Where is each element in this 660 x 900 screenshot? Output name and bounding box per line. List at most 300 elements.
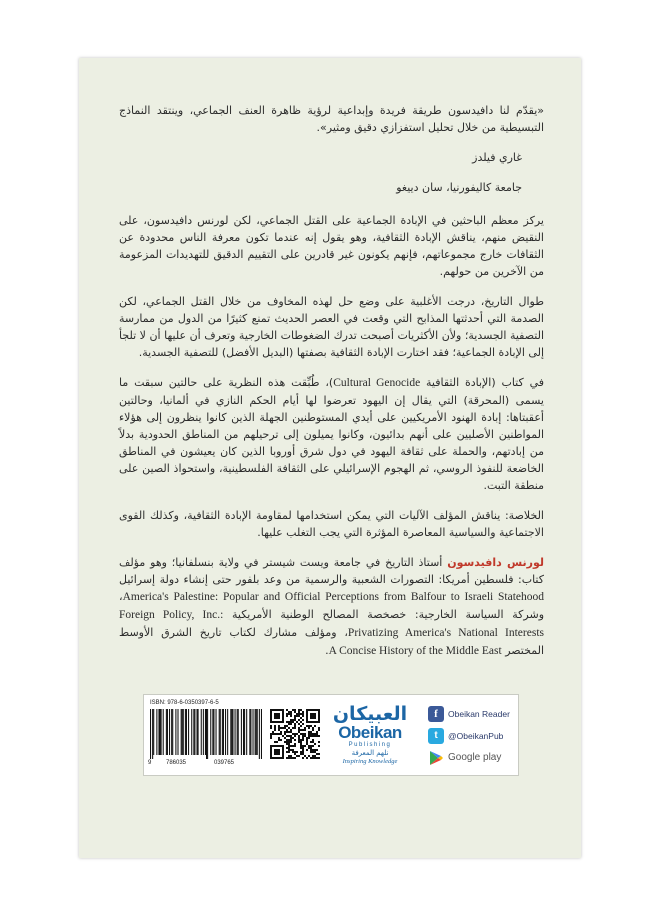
- barcode-group-right: 039765: [214, 760, 235, 766]
- barcode-bar: [257, 709, 258, 755]
- qr-code-icon[interactable]: [270, 709, 320, 759]
- qr-module: [306, 739, 308, 741]
- social-links: [428, 703, 514, 769]
- qr-module: [274, 709, 276, 711]
- qr-module: [282, 713, 284, 715]
- twitter-icon: t: [428, 728, 444, 744]
- qr-module: [280, 745, 282, 747]
- qr-module: [284, 733, 286, 735]
- qr-module: [290, 745, 292, 747]
- qr-module: [280, 709, 282, 711]
- qr-module: [280, 721, 282, 723]
- qr-module: [310, 749, 312, 751]
- qr-module: [290, 723, 292, 725]
- qr-module: [314, 713, 316, 715]
- qr-module: [308, 755, 310, 757]
- qr-module: [270, 755, 272, 757]
- qr-module: [274, 725, 276, 727]
- qr-module: [276, 749, 278, 751]
- qr-module: [318, 721, 320, 723]
- qr-module: [292, 737, 294, 739]
- back-cover: [79, 58, 581, 858]
- paragraph-book: [119, 374, 544, 494]
- author-bio-text-4: .: [325, 644, 329, 657]
- facebook-label: Obeikan Reader: [448, 708, 510, 719]
- paragraph-book-text-a: في كتاب (الإبادة الثقافية: [420, 376, 544, 389]
- qr-module: [306, 721, 308, 723]
- qr-module: [316, 731, 318, 733]
- qr-module: [302, 751, 304, 753]
- qr-module: [300, 713, 302, 715]
- barcode-bar: [153, 709, 154, 755]
- qr-module: [306, 713, 308, 715]
- qr-module: [282, 709, 284, 711]
- qr-module: [278, 737, 280, 739]
- qr-module: [312, 751, 314, 753]
- qr-module: [272, 757, 274, 759]
- qr-module: [298, 739, 300, 741]
- qr-module: [286, 729, 288, 731]
- barcode-bar: [203, 709, 204, 755]
- qr-module: [278, 725, 280, 727]
- barcode-bar: [261, 709, 262, 759]
- qr-module: [276, 733, 278, 735]
- barcode-bar: [205, 709, 206, 755]
- barcode-bar: [186, 709, 187, 755]
- barcode-bar: [163, 709, 164, 755]
- qr-module: [312, 755, 314, 757]
- qr-module: [306, 757, 308, 759]
- qr-module: [302, 739, 304, 741]
- qr-module: [278, 717, 280, 719]
- isbn-text: ISBN: 978-6-0350397-6-5: [150, 700, 219, 706]
- barcode-bar: [194, 709, 195, 755]
- barcode-bar: [166, 709, 167, 755]
- qr-module: [312, 713, 314, 715]
- qr-module: [298, 741, 300, 743]
- qr-module: [286, 713, 288, 715]
- qr-module: [298, 735, 300, 737]
- qr-module: [312, 739, 314, 741]
- paragraph-history: طوال التاريخ، درجت الأغلبية على وضع حل لهذه المخاوف من خلال القتل الجماعي، لكن الصدمة التي أحدثتها المذابح التي وقعت في العصر الحديث تمنع كثيرًا من الدول من ممارسة التصفية الجسدية؛ ولأن الأكثريات أصبحت تدرك الضغوطات الخارجية وتعرف أن عليها أن لا تلجأ إلى الإبادة الجماعية؛ فقد اختارت الإبادة الثقافية بصفتها (البديل الأفضل) للتصفية الجسدية.: [119, 295, 544, 359]
- qr-module: [290, 755, 292, 757]
- qr-module: [286, 721, 288, 723]
- qr-module: [308, 721, 310, 723]
- qr-module: [298, 727, 300, 729]
- qr-module: [312, 717, 314, 719]
- barcode-bar: [223, 709, 224, 755]
- paragraph-conclusion: الخلاصة: يناقش المؤلف الآليات التي يمكن استخدامها لمقاومة الإبادة الثقافية، وكذلك القوى الاجتماعية والسياسية المعاصرة المؤثرة التي يجب التغلب عليها.: [119, 509, 544, 539]
- qr-module: [270, 711, 272, 713]
- barcode-bar: [169, 709, 170, 755]
- qr-module: [286, 731, 288, 733]
- publisher-strip: [143, 694, 519, 776]
- qr-module: [270, 737, 272, 739]
- qr-module: [306, 743, 308, 745]
- qr-module: [312, 741, 314, 743]
- qr-module: [300, 751, 302, 753]
- qr-module: [310, 757, 312, 759]
- qr-module: [282, 753, 284, 755]
- qr-module: [296, 733, 298, 735]
- qr-module: [282, 719, 284, 721]
- qr-module: [270, 749, 272, 751]
- qr-module: [292, 733, 294, 735]
- qr-module: [276, 753, 278, 755]
- qr-module: [286, 741, 288, 743]
- qr-module: [294, 739, 296, 741]
- qr-module: [294, 719, 296, 721]
- qr-module: [278, 739, 280, 741]
- qr-module: [308, 727, 310, 729]
- qr-module: [298, 723, 300, 725]
- barcode-bar: [172, 709, 173, 755]
- qr-module: [298, 731, 300, 733]
- qr-module: [290, 721, 292, 723]
- book-title-english: Cultural Genocide: [333, 377, 421, 389]
- qr-module: [310, 747, 312, 749]
- barcode-bar: [255, 709, 256, 755]
- paragraph-book-text-b: )، طُبِّقت هذه النظرية على حالتين سبقت ما يسمى (المحرقة) التي يقال إن اليهود تعرضوا لها أيام الحكم النازي في ألمانيا، وحالتين أعقبتاها: إبادة الهنود الأمريكيين على أيدي المستوطنين الجهلة الذين كانوا ينظرون إلى هؤلاء المواطنين الأصليين على أنهم بدائيون، وكانوا يميلون إلى ترحيلهم من المناطق الحدودية بدلاً من إبادتهم، والحملة على ثقافة اليهود في دول شرق أوروبا الذين كان يعيشون في المناطق الخاضعة للنفوذ الروسي، ثم الهجوم الإسرائيلي على الثقافة الفلسطينية، واستحواذ الصين على منطقة التبت.: [119, 376, 544, 492]
- qr-module: [316, 709, 318, 711]
- qr-module: [286, 739, 288, 741]
- qr-module: [296, 721, 298, 723]
- qr-module: [284, 737, 286, 739]
- qr-module: [274, 721, 276, 723]
- qr-module: [298, 729, 300, 731]
- publisher-name-arabic: العبيكان: [332, 703, 408, 725]
- qr-module: [282, 757, 284, 759]
- endorsement-quote: «يقدّم لنا دافيدسون طريقة فريدة وإبداعية لرؤية ظاهرة العنف الجماعي، وينتقد النماذج التبسيطية من خلال تحليل استفزازي دقيق ومثير».: [119, 104, 544, 134]
- qr-module: [288, 723, 290, 725]
- qr-module: [270, 717, 272, 719]
- google-play-label: Google play: [448, 752, 502, 763]
- qr-module: [278, 713, 280, 715]
- qr-module: [302, 733, 304, 735]
- author-bio-text-2: ، وشركة السياسة الخارجية: خصخصة المصالح الوطنية الأمريكية: [119, 590, 545, 621]
- publisher-subtitle: Publishing: [348, 742, 392, 748]
- barcode-bar: [156, 709, 157, 755]
- qr-module: [286, 735, 288, 737]
- qr-module: [312, 727, 314, 729]
- qr-module: [284, 727, 286, 729]
- qr-module: [278, 727, 280, 729]
- publisher-tagline-arabic: نلهم المعرفة: [351, 749, 389, 757]
- author-book-english-1: America's Palestine: Popular and Official Perceptions from Balfour to Israeli Statehood: [122, 591, 544, 603]
- qr-module: [290, 737, 292, 739]
- qr-module: [312, 757, 314, 759]
- qr-module: [310, 721, 312, 723]
- qr-module: [274, 727, 276, 729]
- qr-module: [274, 753, 276, 755]
- barcode-digit-first: 9: [148, 760, 152, 766]
- qr-module: [310, 717, 312, 719]
- barcode-bar: [191, 709, 192, 755]
- barcode-bar: [246, 709, 247, 755]
- qr-module: [310, 751, 312, 753]
- qr-module: [292, 719, 294, 721]
- barcode-bars: [150, 709, 262, 759]
- qr-module: [270, 735, 272, 737]
- qr-module: [316, 753, 318, 755]
- qr-module: [290, 715, 292, 717]
- qr-module: [318, 713, 320, 715]
- qr-module: [306, 711, 308, 713]
- qr-module: [288, 745, 290, 747]
- barcode-bar: [232, 709, 233, 755]
- qr-module: [316, 749, 318, 751]
- qr-module: [314, 721, 316, 723]
- qr-module: [302, 723, 304, 725]
- qr-module: [276, 751, 278, 753]
- qr-module: [288, 757, 290, 759]
- qr-module: [308, 709, 310, 711]
- qr-module: [308, 731, 310, 733]
- qr-module: [290, 729, 292, 731]
- qr-module: [312, 721, 314, 723]
- author-book-english-2: Foreign Policy, Inc.: Privatizing America's National Interests: [119, 609, 544, 639]
- qr-module: [288, 735, 290, 737]
- qr-module: [306, 717, 308, 719]
- qr-module: [282, 727, 284, 729]
- barcode-bar: [167, 709, 168, 755]
- qr-module: [290, 749, 292, 751]
- qr-module: [270, 753, 272, 755]
- qr-module: [292, 721, 294, 723]
- qr-module: [298, 755, 300, 757]
- qr-module: [272, 721, 274, 723]
- barcode-bar: [201, 709, 202, 755]
- qr-module: [302, 745, 304, 747]
- qr-module: [288, 731, 290, 733]
- cover-text: [119, 102, 544, 673]
- barcode-bar: [161, 709, 162, 755]
- qr-module: [318, 735, 320, 737]
- qr-module: [290, 711, 292, 713]
- qr-module: [278, 733, 280, 735]
- qr-module: [308, 747, 310, 749]
- qr-module: [294, 711, 296, 713]
- qr-module: [310, 725, 312, 727]
- qr-module: [306, 749, 308, 751]
- barcode-bar: [213, 709, 214, 755]
- twitter-link[interactable]: [428, 725, 514, 746]
- qr-module: [286, 709, 288, 711]
- qr-module: [300, 709, 302, 711]
- qr-module: [288, 721, 290, 723]
- qr-module: [294, 723, 296, 725]
- qr-module: [292, 709, 294, 711]
- qr-module: [294, 733, 296, 735]
- qr-module: [294, 753, 296, 755]
- qr-module: [274, 745, 276, 747]
- qr-module: [280, 731, 282, 733]
- qr-module: [302, 713, 304, 715]
- qr-module: [318, 745, 320, 747]
- barcode-bar: [212, 709, 213, 755]
- qr-module: [274, 729, 276, 731]
- qr-module: [300, 733, 302, 735]
- qr-module: [276, 745, 278, 747]
- qr-module: [270, 713, 272, 715]
- qr-module: [282, 735, 284, 737]
- barcode-bar: [182, 709, 183, 755]
- qr-module: [294, 735, 296, 737]
- qr-module: [282, 721, 284, 723]
- qr-module: [276, 721, 278, 723]
- qr-module: [308, 733, 310, 735]
- qr-module: [274, 733, 276, 735]
- qr-module: [270, 751, 272, 753]
- barcode-bar: [185, 709, 186, 755]
- barcode-bar: [238, 709, 239, 755]
- barcode-bar: [210, 709, 211, 755]
- qr-module: [314, 725, 316, 727]
- qr-module: [272, 733, 274, 735]
- qr-module: [298, 713, 300, 715]
- barcode-bar: [249, 709, 250, 755]
- qr-module: [276, 757, 278, 759]
- qr-module: [298, 709, 300, 711]
- qr-module: [274, 717, 276, 719]
- qr-module: [292, 751, 294, 753]
- barcode-bar: [220, 709, 221, 755]
- publisher-name-english: Obeikan: [338, 723, 402, 742]
- qr-module: [290, 731, 292, 733]
- qr-module: [304, 727, 306, 729]
- qr-module: [302, 719, 304, 721]
- qr-module: [270, 757, 272, 759]
- qr-module: [308, 737, 310, 739]
- qr-module: [296, 755, 298, 757]
- qr-module: [308, 735, 310, 737]
- barcode-bar: [171, 709, 172, 755]
- qr-module: [282, 711, 284, 713]
- qr-module: [306, 741, 308, 743]
- qr-module: [298, 719, 300, 721]
- qr-module: [282, 749, 284, 751]
- barcode-bar: [244, 709, 245, 755]
- barcode-bar: [222, 709, 223, 755]
- qr-module: [298, 715, 300, 717]
- qr-module: [292, 757, 294, 759]
- qr-module: [270, 727, 272, 729]
- barcode-bar: [160, 709, 161, 755]
- qr-module: [310, 715, 312, 717]
- barcode-bar: [256, 709, 257, 755]
- barcode-bar: [183, 709, 184, 755]
- qr-module: [284, 725, 286, 727]
- qr-module: [276, 741, 278, 743]
- qr-module: [270, 747, 272, 749]
- qr-module: [282, 715, 284, 717]
- qr-module: [278, 721, 280, 723]
- qr-module: [282, 745, 284, 747]
- qr-module: [282, 751, 284, 753]
- qr-module: [296, 715, 298, 717]
- qr-module: [280, 757, 282, 759]
- qr-module: [318, 757, 320, 759]
- barcode-bar: [241, 709, 242, 755]
- author-book-english-3: A Concise History of the Middle East: [328, 645, 502, 657]
- qr-module: [286, 751, 288, 753]
- qr-module: [276, 715, 278, 717]
- qr-module: [300, 741, 302, 743]
- qr-module: [304, 729, 306, 731]
- qr-module: [276, 713, 278, 715]
- qr-module: [314, 735, 316, 737]
- barcode-bar: [237, 709, 238, 755]
- qr-module: [316, 735, 318, 737]
- qr-module: [274, 715, 276, 717]
- qr-module: [312, 735, 314, 737]
- qr-module: [300, 725, 302, 727]
- qr-module: [306, 725, 308, 727]
- barcode-bar: [150, 709, 151, 759]
- qr-module: [288, 711, 290, 713]
- qr-module: [302, 735, 304, 737]
- barcode-bar: [230, 709, 231, 755]
- barcode-bar: [219, 709, 220, 755]
- qr-module: [292, 727, 294, 729]
- facebook-link[interactable]: [428, 703, 514, 724]
- barcode-bar: [206, 709, 207, 759]
- qr-module: [306, 719, 308, 721]
- qr-module: [302, 711, 304, 713]
- qr-module: [296, 751, 298, 753]
- qr-module: [272, 745, 274, 747]
- qr-module: [282, 755, 284, 757]
- qr-module: [278, 757, 280, 759]
- qr-module: [282, 717, 284, 719]
- qr-module: [278, 751, 280, 753]
- qr-module: [280, 739, 282, 741]
- qr-module: [274, 751, 276, 753]
- qr-module: [312, 745, 314, 747]
- qr-module: [274, 757, 276, 759]
- barcode-bar: [227, 709, 228, 755]
- barcode-bar: [259, 709, 260, 759]
- qr-module: [314, 751, 316, 753]
- qr-module: [310, 735, 312, 737]
- qr-module: [306, 709, 308, 711]
- qr-module: [288, 741, 290, 743]
- qr-module: [294, 745, 296, 747]
- qr-module: [290, 741, 292, 743]
- qr-module: [288, 713, 290, 715]
- qr-module: [288, 739, 290, 741]
- qr-module: [302, 737, 304, 739]
- qr-module: [294, 709, 296, 711]
- qr-module: [302, 747, 304, 749]
- author-name: لورنس دافيدسون: [447, 556, 544, 569]
- qr-module: [308, 725, 310, 727]
- google-play-link[interactable]: [428, 747, 514, 768]
- qr-module: [270, 721, 272, 723]
- qr-module: [302, 715, 304, 717]
- qr-module: [288, 751, 290, 753]
- qr-module: [318, 717, 320, 719]
- qr-module: [286, 743, 288, 745]
- barcode-bar: [196, 709, 197, 755]
- qr-module: [290, 713, 292, 715]
- qr-module: [294, 727, 296, 729]
- qr-module: [304, 745, 306, 747]
- barcode-group-left: 786035: [166, 760, 187, 766]
- publisher-logo: [324, 703, 416, 769]
- paragraph-intro: يركز معظم الباحثين في الإبادة الجماعية على القتل الجماعي، لكن لورنس دافيدسون، على النقيض منهم، يناقش الإبادة الثقافية، وهو يقول إنه عندما تكون معرفة الناس محدودة عن الثقافات خارج مجموعاتهم، فإنهم يكونون غير قادرين على التقييم الدقيق للتهديدات المزعومة من الآخرين من حولهم.: [119, 214, 544, 278]
- barcode-bar: [181, 709, 182, 755]
